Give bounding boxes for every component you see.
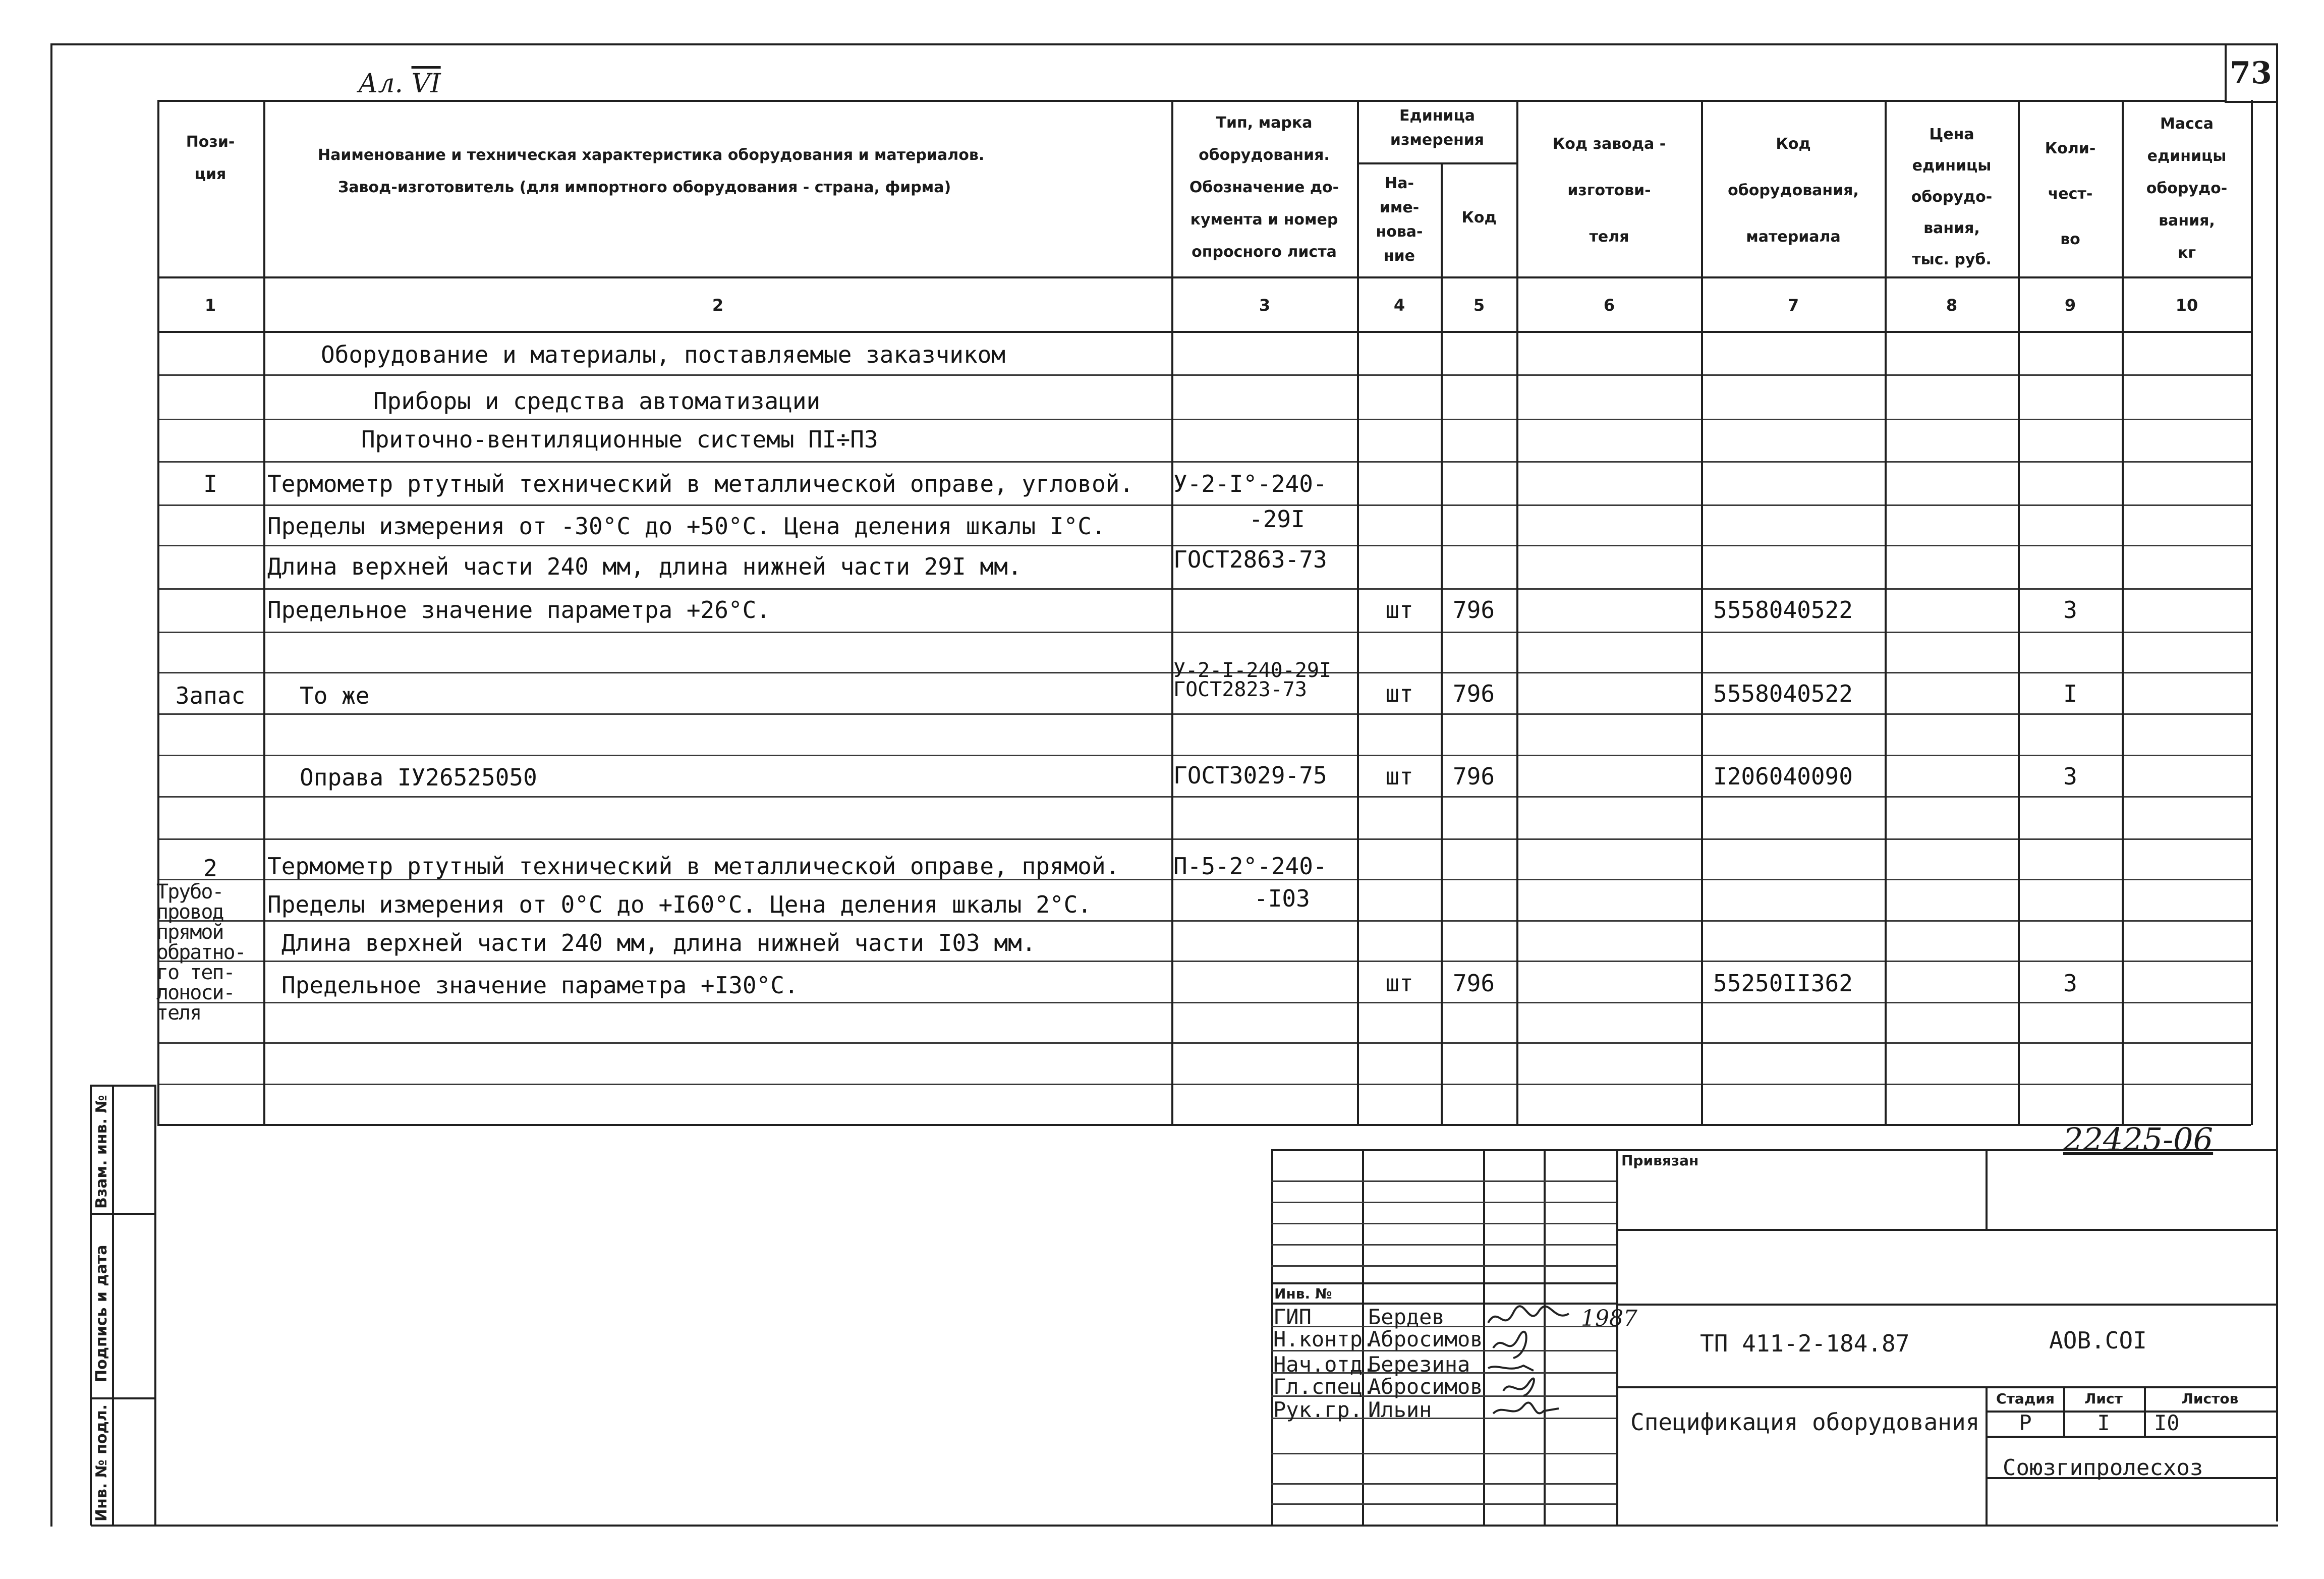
header-bottom <box>157 276 2251 278</box>
item1-type3: ГОСТ2863-73 <box>1173 546 1327 573</box>
frame-code: I206040090 <box>1713 763 1853 790</box>
sheet-label: Лист <box>2084 1390 2123 1407</box>
frame-top <box>50 43 2276 45</box>
item1-type1: У-2-I°-240- <box>1173 470 1327 497</box>
colnum-9: 9 <box>2064 296 2076 315</box>
reserve-name: То же <box>300 682 370 709</box>
stage-value: Р <box>2019 1411 2032 1435</box>
frame-bottom <box>91 1525 2278 1527</box>
reserve-qty: I <box>2063 680 2077 707</box>
item2-code: 55250II362 <box>1713 970 1853 997</box>
frame-right <box>2276 43 2278 1521</box>
role-gip: ГИП <box>1273 1305 1312 1329</box>
privyazan-label: Привязан <box>1621 1152 1699 1169</box>
name-nach-otd: Березина <box>1368 1352 1470 1377</box>
colnum-1: 1 <box>204 296 216 315</box>
header-col10: Масса единицы оборудо- вания, кг <box>2146 115 2228 262</box>
table-top <box>157 100 2226 102</box>
signature-ruk-gr <box>1493 1402 1559 1414</box>
side-label-replaced-inv: Взам. инв. № <box>93 1095 110 1209</box>
item2-qty: 3 <box>2063 970 2077 997</box>
section-heading-customer: Оборудование и материалы, поставляемые заказчиком <box>321 341 1006 368</box>
signature-gip <box>1488 1306 1569 1323</box>
item2-line2: Пределы измерения от 0°С до +I60°С. Цена деления шкалы 2°С. <box>267 891 1092 918</box>
section-heading-systems: Приточно-вентиляционные системы ПI÷П3 <box>361 426 878 453</box>
organization: Союзгипролесхоз <box>2003 1455 2203 1481</box>
signature-nach-otd <box>1488 1366 1534 1371</box>
table-bottom <box>157 1124 2251 1126</box>
colnum-2: 2 <box>712 296 724 315</box>
name-ruk-gr: Ильин <box>1368 1397 1432 1422</box>
reserve-code: 5558040522 <box>1713 680 1853 707</box>
stage-label: Стадия <box>1996 1390 2055 1407</box>
sign-date: 1987 <box>1581 1306 1637 1331</box>
inv-no-label: Инв. № <box>1274 1285 1332 1302</box>
item2-type2: -I03 <box>1254 885 1310 912</box>
frame-type: ГОСТ3029-75 <box>1173 762 1327 789</box>
page-number: 73 <box>2230 55 2272 91</box>
item1-line2: Пределы измерения от -30°С до +50°С. Цена деления шкалы I°С. <box>267 513 1106 540</box>
project-code: ТП 411-2-184.87 <box>1700 1330 1910 1357</box>
section-heading-automation: Приборы и средства автоматизации <box>373 387 821 415</box>
sheets-label: Листов <box>2181 1390 2239 1407</box>
name-n-kontr: Абросимов <box>1368 1327 1483 1351</box>
reserve-position: Запас <box>175 682 246 709</box>
reserve-unit: шт <box>1385 680 1413 707</box>
item1-line1: Термометр ртутный технический в металлической оправе, угловой. <box>267 470 1134 497</box>
stamp-number: 22425-06 <box>2063 1121 2214 1158</box>
reserve-unit-code: 796 <box>1453 680 1495 707</box>
item1-line3: Длина верхней части 240 мм, длина нижней части 29I мм. <box>267 553 1022 580</box>
header-col5: Код <box>1461 209 1497 227</box>
header-col4: На- име- нова- ние <box>1376 175 1423 265</box>
titleblock-top <box>1271 1149 2276 1151</box>
name-gl-spec: Абросимов <box>1368 1374 1483 1399</box>
frame-unit: шт <box>1385 763 1413 790</box>
item1-unit: шт <box>1385 596 1413 624</box>
colnum-6: 6 <box>1603 296 1615 315</box>
name-gip: Бердев <box>1368 1305 1445 1329</box>
side-label-signature-date: Подпись и дата <box>93 1245 110 1382</box>
colnum-4: 4 <box>1393 296 1405 315</box>
signature-gl-spec <box>1503 1378 1534 1396</box>
side-label-original-inv: Инв. № подл. <box>93 1404 110 1521</box>
item1-type2: -29I <box>1249 505 1305 533</box>
item2-line4: Предельное значение параметра +I30°С. <box>281 972 799 999</box>
header-col7: Код оборудования, материала <box>1728 135 1859 246</box>
doc-code: АОВ.СОI <box>2049 1327 2147 1354</box>
item2-type1: П-5-2°-240- <box>1173 853 1327 880</box>
colnum-3: 3 <box>1259 296 1271 315</box>
header-col2: Наименование и техническая характеристика оборудования и материалов. Завод-изготовитель (для импортного оборудования - страна, фирма) <box>318 146 985 196</box>
header-unit-group: Единица измерения <box>1390 107 1485 149</box>
sheet-value: I <box>2097 1411 2110 1435</box>
item1-position: I <box>203 470 217 497</box>
reserve-type2: ГОСТ2823-73 <box>1173 678 1307 701</box>
item2-unit: шт <box>1385 970 1413 997</box>
role-ruk-gr: Рук.гр. <box>1273 1397 1363 1422</box>
header-col1: Пози- ция <box>186 133 235 183</box>
frame-unit-code: 796 <box>1453 763 1495 790</box>
item2-unit-code: 796 <box>1453 970 1495 997</box>
colnum-5: 5 <box>1473 296 1485 315</box>
reserve-type1: У-2-I-240-29I <box>1173 659 1332 682</box>
header-col6: Код завода - изготови- теля <box>1552 135 1666 246</box>
role-gl-spec: Гл.спец. <box>1273 1374 1376 1399</box>
header-col3: Тип, марка оборудования. Обозначение до- кумента и номер опросного листа <box>1189 114 1339 261</box>
item2-line1: Термометр ртутный технический в металлической оправе, прямой. <box>267 853 1120 880</box>
doc-title: Спецификация оборудования <box>1630 1408 1980 1436</box>
item2-position-note: Трубо- провод прямой обратно- го теп- лоноси- теля <box>156 880 246 1025</box>
colnum-bottom <box>157 331 2251 333</box>
frame-left <box>50 43 52 1527</box>
album-label: Ал. $\overline{VI}$ <box>358 69 441 99</box>
sheets-value: I0 <box>2154 1411 2180 1435</box>
frame-qty: 3 <box>2063 763 2077 790</box>
role-n-kontr: Н.контр. <box>1273 1327 1376 1351</box>
signature-n-kontr <box>1493 1332 1526 1358</box>
item2-line3: Длина верхней части 240 мм, длина нижней части I03 мм. <box>281 929 1036 956</box>
item1-line4: Предельное значение параметра +26°С. <box>267 596 770 624</box>
item1-code: 5558040522 <box>1713 596 1853 624</box>
item1-qty: 3 <box>2063 596 2077 624</box>
role-nach-otd: Нач.отд. <box>1273 1352 1376 1377</box>
colnum-8: 8 <box>1946 296 1958 315</box>
colnum-7: 7 <box>1787 296 1799 315</box>
header-col9: Коли- чест- во <box>2045 140 2096 248</box>
item1-unit-code: 796 <box>1453 596 1495 624</box>
item2-position: 2 <box>203 855 217 882</box>
header-col8: Цена единицы оборудо- вания, тыс. руб. <box>1911 126 1993 268</box>
frame-name: Оправа IУ26525050 <box>300 764 537 791</box>
colnum-10: 10 <box>2175 296 2198 315</box>
